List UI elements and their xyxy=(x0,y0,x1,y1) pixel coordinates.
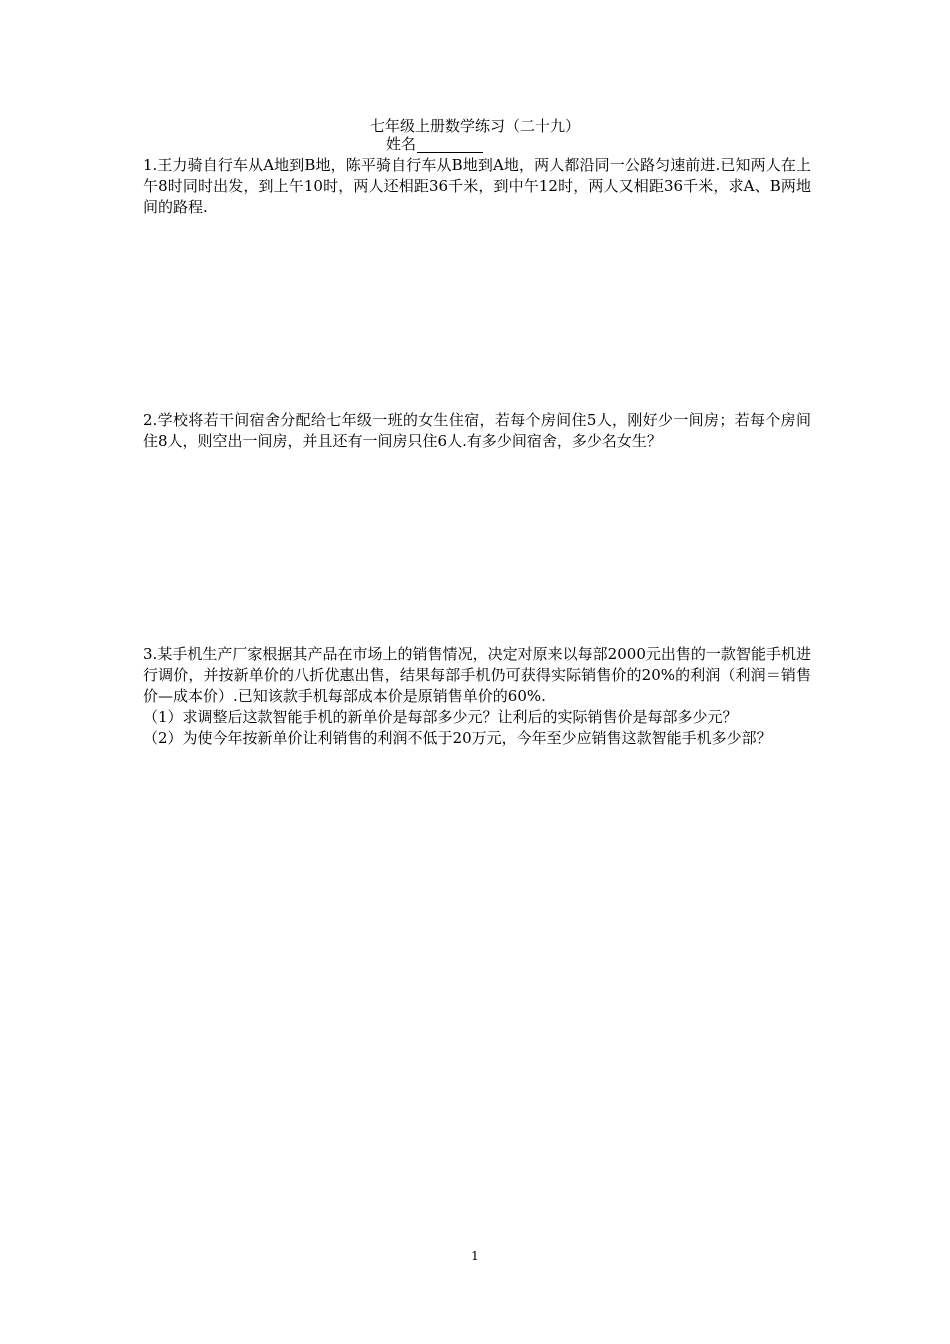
name-blank-line xyxy=(417,137,483,153)
question-3 xyxy=(143,644,811,749)
name-label: 姓名 xyxy=(386,135,417,153)
question-3-text: 3.某手机生产厂家根据其产品在市场上的销售情况，决定对原来以每部2000元出售的一款智能手机进行调价，并按新单价的八折优惠出售，结果每部手机仍可获得实际销售价的20%的利润（利润＝销售价—成本价）.已知该款手机每部成本价是原销售单价的60%. xyxy=(143,645,811,705)
question-1 xyxy=(143,155,811,218)
page-number: 1 xyxy=(471,1249,479,1263)
question-3-part-2: （2）为使今年按新单价让利销售的利润不低于20万元，今年至少应销售这款智能手机多少部？ xyxy=(143,729,772,747)
name-field xyxy=(386,135,483,153)
question-3-part-1: （1）求调整后这款智能手机的新单价是每部多少元？让利后的实际销售价是每部多少元？ xyxy=(143,708,738,726)
question-1-text: 1.王力骑自行车从A地到B地，陈平骑自行车从B地到A地，两人都沿同一公路匀速前进.已知两人在上午8时同时出发，到上午10时，两人还相距36千米，到中午12时，两人又相距36千米，求A、B两地间的路程. xyxy=(143,156,811,216)
page-title: 七年级上册数学练习（二十九） xyxy=(369,117,580,135)
question-2 xyxy=(143,410,811,452)
question-2-text: 2.学校将若干间宿舍分配给七年级一班的女生住宿，若每个房间住5人，刚好少一间房；若每个房间住8人，则空出一间房，并且还有一间房只住6人.有多少间宿舍，多少名女生？ xyxy=(143,411,811,450)
